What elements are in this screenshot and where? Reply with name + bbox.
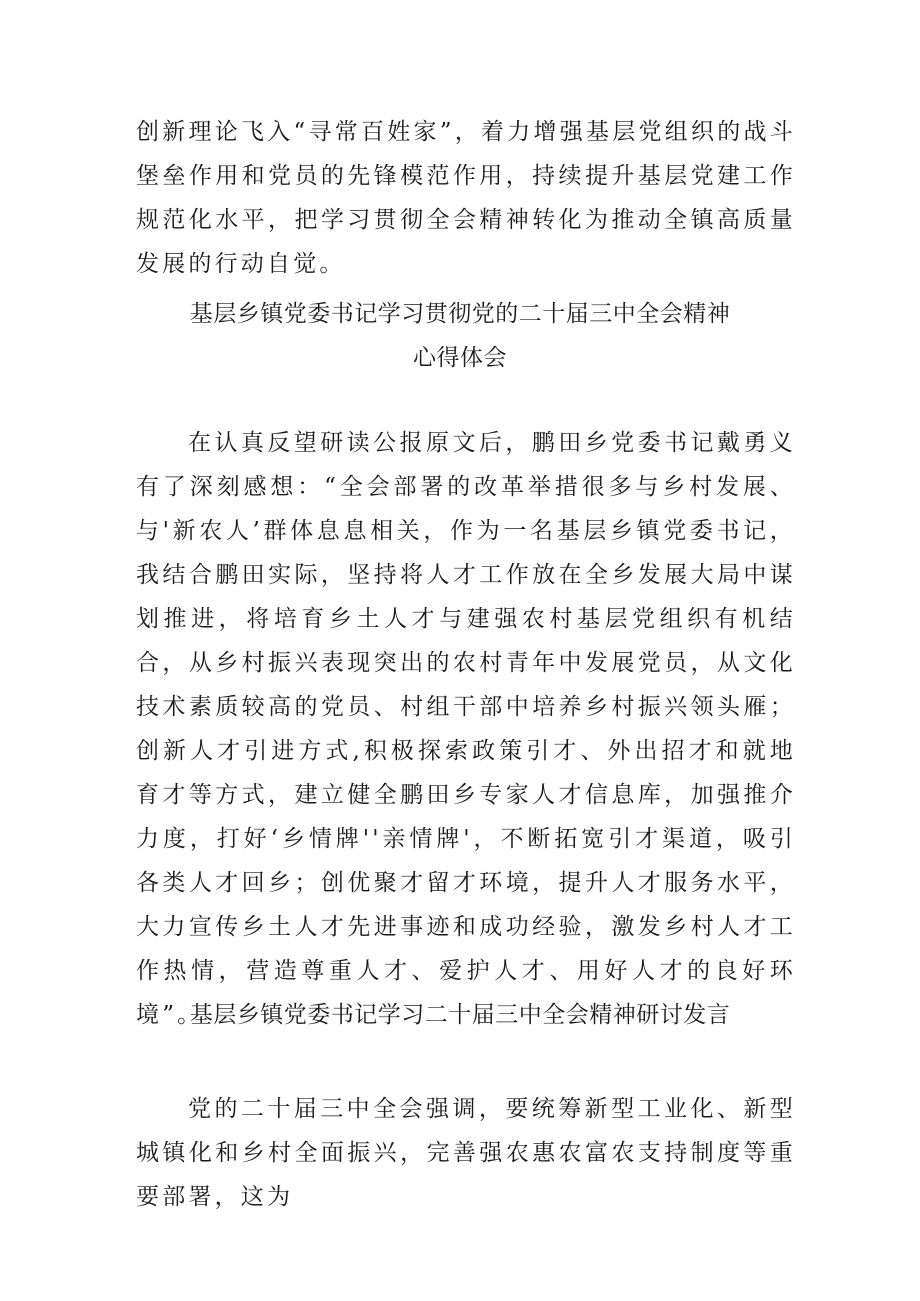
body-paragraph-section-1: 在认真反望研读公报原文后，鹏田乡党委书记戴勇义有了深刻感想：“全会部署的改革举措很多与乡村发展、与'新农人’群体息息相关，作为一名基层乡镇党委书记，我结合鹏田实际，坚持将人才工作放在全乡发展大局中谋划推进，将培育乡土人才与建强农村基层党组织有机结合，从乡村振兴表现突出的农村青年中发展党员，从文化技术素质较高的党员、村组干部中培养乡村振兴领头雁；创新人才引进方式,积极探索政策引才、外出招才和就地育才等方式，建立健全鹏田乡专家人才信息库，加强推介力度，打好‘乡情牌''亲情牌'，不断拓宽引才渠道，吸引各类人才回乡；创优聚才留才环境，提升人才服务水平，大力宣传乡土人才先进事迹和成功经验，激发乡村人才工作热情，营造尊重人才、爱护人才、用好人才的良好环境”。 [136,430,796,1028]
section-heading-2: 基层乡镇党委书记学习二十届三中全会精神研讨发言 [189,1002,731,1028]
body-paragraph-continued: 创新理论飞入“寻常百姓家”，着力增强基层党组织的战斗堡垒作用和党员的先锋模范作用，持续提升基层党建工作规范化水平，把学习贯彻全会精神转化为推动全镇高质量发展的行动自觉。 [136,119,796,277]
section-heading-1-line-1: 基层乡镇党委书记学习贯彻党的二十届三中全会精神 [189,301,731,327]
section-heading-1 [100,292,820,380]
body-paragraph-section-2: 党的二十届三中全会强调，要统筹新型工业化、新型城镇化和乡村全面振兴，完善强农惠农富农支持制度等重要部署，这为 [136,1096,796,1210]
section-heading-1-line-2: 心得体会 [413,345,507,371]
